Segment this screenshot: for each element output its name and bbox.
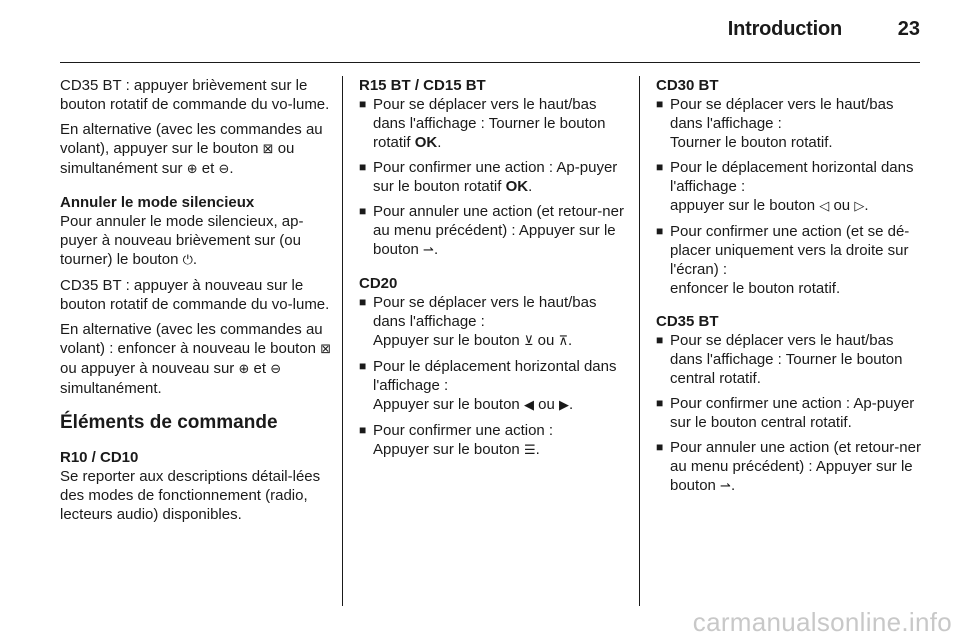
bullet-icon: ■ xyxy=(656,333,664,347)
list-item: ■ Pour confirmer une action : Appuyer sur le bouton ☰. xyxy=(359,422,554,458)
bullet-icon: ■ xyxy=(359,295,367,309)
volume-down-icon: ⊖ xyxy=(218,162,230,177)
bullet-icon: ■ xyxy=(656,440,664,454)
bullet-list xyxy=(359,293,627,460)
list-item: ■ Pour annuler une action (et retour-ner au menu précédent) : Appuyer sur le bouton ⇀. xyxy=(359,203,624,258)
list-item: ■ Pour se déplacer vers le haut/bas dans l'affichage : Tourner le bouton central rotatif. xyxy=(656,332,903,387)
power-icon: ⏻ xyxy=(182,253,193,268)
list-item: ■ Pour confirmer une action : Ap-puyer sur le bouton rotatif OK. xyxy=(359,159,618,195)
column-2 xyxy=(359,76,627,466)
header-rule xyxy=(60,62,920,63)
section-heading: Éléments de commande xyxy=(60,412,278,433)
list-item: ■ Pour se déplacer vers le haut/bas dans l'affichage : Tourner le bouton rotatif. xyxy=(656,96,894,151)
bullet-icon: ■ xyxy=(656,97,664,111)
down-icon: ⊼ xyxy=(558,334,568,349)
paragraph: En alternative (avec les commandes au volant) : enfoncer à nouveau le bouton ⊠ ou appuyer à nouveau sur ⊕ et ⊖ simultanément. xyxy=(60,321,332,397)
list-item: ■ Pour se déplacer vers le haut/bas dans l'affichage : Appuyer sur le bouton ⊻ ou ⊼. xyxy=(359,294,597,349)
list-item: ■ Pour confirmer une action : Ap-puyer sur le bouton central rotatif. xyxy=(656,395,915,431)
paragraph: Se reporter aux descriptions détail-lées des modes de fonctionnement (radio, lecteurs audio) disponibles. xyxy=(60,468,321,523)
back-icon: ⇀ xyxy=(423,243,434,258)
watermark: carmanualsonline.info xyxy=(692,607,952,637)
bullet-list xyxy=(359,95,627,260)
paragraph: CD35 BT : appuyer brièvement sur le bouton rotatif de commande du vo-lume. xyxy=(60,77,330,113)
paragraph: En alternative (avec les commandes au volant), appuyer sur le bouton ⊠ ou simultanément sur ⊕ et ⊖. xyxy=(60,121,323,177)
bullet-icon: ■ xyxy=(359,204,367,218)
list-item: ■ Pour confirmer une action (et se dé-placer uniquement vers la droite sur l'écran) : enfoncer le bouton rotatif. xyxy=(656,223,910,297)
list-item: ■ Pour le déplacement horizontal dans l'affichage : Appuyer sur le bouton ◀ ou ▶. xyxy=(359,358,617,413)
subheading: CD35 BT xyxy=(656,313,719,330)
volume-up-icon: ⊕ xyxy=(186,162,198,177)
subheading: CD30 BT xyxy=(656,77,719,94)
column-3 xyxy=(656,76,924,502)
bullet-icon: ■ xyxy=(359,359,367,373)
subheading: Annuler le mode silencieux xyxy=(60,194,255,211)
mute-icon: ⊠ xyxy=(262,142,274,157)
left-arrow-icon: ◀ xyxy=(523,398,534,413)
bullet-icon: ■ xyxy=(359,423,367,437)
subheading: CD20 xyxy=(359,275,398,292)
bullet-list xyxy=(656,95,924,298)
subheading: R10 / CD10 xyxy=(60,449,139,466)
up-icon: ⊻ xyxy=(523,334,534,349)
menu-icon: ☰ xyxy=(523,443,536,458)
list-item: ■ Pour le déplacement horizontal dans l'affichage : appuyer sur le bouton ◁ ou ▷. xyxy=(656,159,914,214)
right-arrow-icon: ▷ xyxy=(854,199,865,214)
back-icon: ⇀ xyxy=(720,479,731,494)
paragraph: CD35 BT : appuyer à nouveau sur le bouton rotatif de commande du vo-lume. xyxy=(60,277,330,313)
bullet-list xyxy=(656,331,924,496)
paragraph: Pour annuler le mode silencieux, ap-puyer à nouveau brièvement sur (ou tourner) le bouton ⏻. xyxy=(60,213,304,268)
bullet-icon: ■ xyxy=(359,160,367,174)
right-arrow-icon: ▶ xyxy=(558,398,569,413)
bullet-icon: ■ xyxy=(656,396,664,410)
page-number: 23 xyxy=(897,18,920,40)
column-divider-2 xyxy=(639,76,640,606)
subheading: R15 BT / CD15 BT xyxy=(359,77,486,94)
mute-icon: ⊠ xyxy=(320,342,332,357)
bullet-icon: ■ xyxy=(656,160,664,174)
list-item: ■ Pour se déplacer vers le haut/bas dans l'affichage : Tourner le bouton rotatif OK. xyxy=(359,96,606,151)
left-arrow-icon: ◁ xyxy=(819,199,830,214)
volume-up-icon: ⊕ xyxy=(238,362,250,377)
column-1 xyxy=(60,76,332,530)
bullet-icon: ■ xyxy=(359,97,367,111)
bullet-icon: ■ xyxy=(656,224,664,238)
header-title: Introduction xyxy=(727,18,842,40)
column-divider-1 xyxy=(342,76,343,606)
list-item: ■ Pour annuler une action (et retour-ner au menu précédent) : Appuyer sur le bouton ⇀. xyxy=(656,439,921,494)
volume-down-icon: ⊖ xyxy=(270,362,282,377)
